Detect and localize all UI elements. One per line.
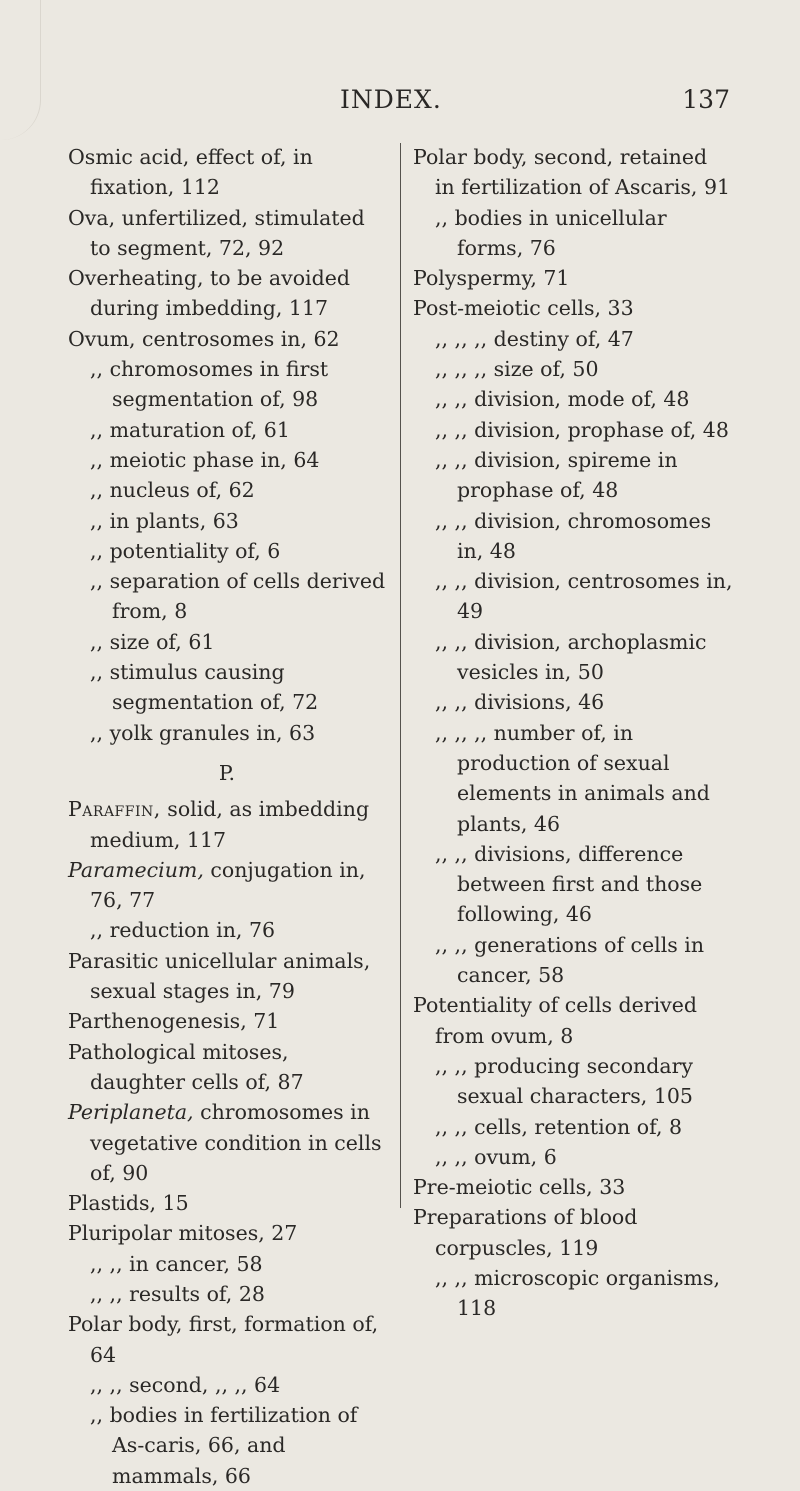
index-subentry (68, 415, 386, 445)
index-entry (68, 1218, 386, 1248)
index-entry (68, 203, 386, 264)
entry-text: Osmic acid, effect of, in fixation, 112 (68, 145, 313, 200)
index-subentry (68, 915, 386, 945)
running-head-title: INDEX. (340, 85, 442, 114)
ditto-mark: ,, (90, 357, 110, 382)
index-subentry (413, 627, 733, 688)
entry-text: Parasitic unicellular animals, sexual stages in, 79 (68, 948, 371, 1004)
ditto-mark: ,, (90, 447, 110, 472)
entry-text: cells, retention of, 8 (474, 1114, 683, 1139)
index-subentry (68, 718, 386, 748)
ditto-mark: ,, (435, 205, 455, 230)
ditto-mark: ,, ,, (435, 841, 475, 866)
entry-text: potentiality of, 6 (109, 538, 281, 563)
headword: Paraffin, (68, 797, 161, 822)
ditto-mark: ,, ,, (435, 569, 475, 594)
entry-text: results of, 28 (129, 1281, 265, 1306)
index-entry (413, 263, 733, 293)
index-subentry (413, 930, 733, 991)
ditto-mark: ,, ,, (435, 387, 475, 412)
entry-text: chromosomes in first segmentation of, 98 (109, 357, 329, 412)
index-subentry (413, 1142, 733, 1172)
index-entry (68, 794, 386, 855)
entry-text: in plants, 63 (109, 508, 239, 533)
index-subentry (68, 354, 386, 415)
entry-text: generations of cells in cancer, 58 (457, 932, 705, 988)
index-entry (68, 855, 386, 916)
index-entry (413, 990, 733, 1051)
entry-text: division, prophase of, 48 (474, 417, 729, 442)
index-subentry (413, 1263, 733, 1324)
entry-text: solid, as imbedding medium, 117 (90, 797, 370, 852)
page-number: 137 (682, 85, 730, 114)
entry-text: conjugation in, 76, 77 (90, 857, 366, 913)
ditto-mark: ,, ,, (435, 1114, 475, 1139)
index-column-left (68, 142, 386, 1491)
ditto-mark: ,, (90, 538, 110, 563)
column-divider (400, 143, 401, 1208)
index-entry (413, 293, 733, 323)
index-subentry (413, 415, 733, 445)
headword-italic: Paramecium, (68, 857, 204, 882)
entry-text: Polar body, second, retained in fertilization of Ascaris, 91 (413, 145, 731, 200)
ditto-mark: ,, ,, ,, (435, 357, 494, 382)
index-entry (68, 1188, 386, 1218)
index-subentry (413, 566, 733, 627)
entry-text: bodies in unicellular forms, 76 (454, 205, 667, 260)
index-subentry (413, 506, 733, 567)
entry-text: divisions, 46 (474, 690, 605, 715)
ditto-mark: ,, (90, 629, 110, 654)
entry-text: separation of cells derived from, 8 (109, 569, 386, 624)
entry-text: Preparations of blood corpuscles, 119 (413, 1205, 638, 1260)
entry-text: division, centrosomes in, 49 (457, 569, 733, 624)
index-subentry (68, 1370, 386, 1400)
index-subentry (413, 445, 733, 506)
index-subentry (413, 203, 733, 264)
entry-text: destiny of, 47 (493, 326, 634, 351)
ditto-mark: ,, ,, (435, 629, 475, 654)
index-entry (413, 1202, 733, 1263)
ditto-mark: ,, (90, 720, 110, 745)
index-subentry (413, 687, 733, 717)
index-entry (68, 1097, 386, 1188)
ditto-mark: ,, (90, 660, 110, 685)
entry-text: Ovum, centrosomes in, 62 (68, 326, 340, 351)
entry-text: meiotic phase in, 64 (109, 447, 320, 472)
index-column-right (413, 142, 733, 1324)
index-entry (68, 1037, 386, 1098)
running-head (70, 85, 730, 125)
entry-text: size of, 50 (493, 357, 599, 382)
index-entry (68, 1006, 386, 1036)
ditto-mark: ,, (90, 478, 110, 503)
entry-text: chromosomes in vegetative condition in cells of, 90 (90, 1100, 382, 1185)
entry-text: Pre-meiotic cells, 33 (413, 1175, 626, 1200)
entry-text: Plastids, 15 (68, 1191, 189, 1216)
entry-text: second, ,, ,, 64 (129, 1372, 281, 1397)
entry-text: division, chromosomes in, 48 (457, 508, 712, 563)
entry-text: in cancer, 58 (129, 1251, 263, 1276)
entry-text: size of, 61 (109, 629, 215, 654)
ditto-mark: ,, (90, 508, 110, 533)
index-entry (413, 1172, 733, 1202)
index-subentry (68, 1249, 386, 1279)
ditto-mark: ,, ,, (435, 447, 475, 472)
section-letter: P. (218, 760, 236, 785)
ditto-mark: ,, ,, (435, 1265, 475, 1290)
ditto-mark: ,, ,, (435, 1053, 475, 1078)
index-subentry (413, 1051, 733, 1112)
index-subentry (413, 324, 733, 354)
index-entry (68, 324, 386, 354)
index-subentry (68, 657, 386, 718)
index-entry (68, 946, 386, 1007)
entry-text: nucleus of, 62 (109, 478, 255, 503)
ditto-mark: ,, ,, ,, (435, 326, 494, 351)
index-subentry (68, 1279, 386, 1309)
entry-text: Pluripolar mitoses, 27 (68, 1221, 298, 1246)
entry-text: Ova, unfertilized, stimulated to segment, 72, 92 (68, 205, 365, 260)
index-subentry (413, 384, 733, 414)
entry-text: number of, in production of sexual elements in animals and plants, 46 (457, 720, 710, 836)
entry-text: Overheating, to be avoided during imbedding, 117 (68, 266, 350, 321)
ditto-mark: ,, (90, 918, 110, 943)
entry-text: stimulus causing segmentation of, 72 (109, 660, 319, 715)
entry-text: maturation of, 61 (109, 417, 290, 442)
ditto-mark: ,, ,, (90, 1251, 130, 1276)
entry-text: division, spireme in prophase of, 48 (457, 447, 678, 503)
index-entry (68, 1309, 386, 1370)
headword-italic: Periplaneta, (68, 1100, 194, 1125)
entry-text: yolk granules in, 63 (109, 720, 316, 745)
ditto-mark: ,, ,, (435, 932, 475, 957)
entry-text: Polyspermy, 71 (413, 266, 570, 291)
entry-text: Potentiality of cells derived from ovum, 8 (413, 993, 697, 1048)
ditto-mark: ,, (90, 569, 110, 594)
index-subentry (413, 354, 733, 384)
entry-text: producing secondary sexual characters, 105 (457, 1053, 693, 1109)
entry-text: division, mode of, 48 (474, 387, 690, 412)
index-entry (68, 263, 386, 324)
ditto-mark: ,, ,, (435, 508, 475, 533)
page-edge-shadow (0, 0, 41, 140)
ditto-mark: ,, ,, (90, 1281, 130, 1306)
index-subentry (413, 1112, 733, 1142)
entry-text: microscopic organisms, 118 (457, 1265, 720, 1321)
ditto-mark: ,, ,, (435, 690, 475, 715)
entry-text: Parthenogenesis, 71 (68, 1009, 280, 1034)
ditto-mark: ,, ,, (90, 1372, 130, 1397)
index-subentry (68, 536, 386, 566)
entry-text: Post-meiotic cells, 33 (413, 296, 634, 321)
index-subentry (68, 475, 386, 505)
entry-text: divisions, difference between first and those following, 46 (457, 841, 703, 927)
index-entry (68, 142, 386, 203)
entry-text: Pathological mitoses, daughter cells of, 87 (68, 1039, 304, 1094)
index-subentry (68, 506, 386, 536)
index-subentry (68, 1400, 386, 1491)
ditto-mark: ,, ,, ,, (435, 720, 494, 745)
entry-text: bodies in fertilization of As-caris, 66, and mammals, 66 (109, 1403, 358, 1488)
index-entry (413, 142, 733, 203)
index-subentry (413, 718, 733, 839)
entry-text: reduction in, 76 (109, 918, 276, 943)
entry-text: division, archoplasmic vesicles in, 50 (457, 629, 707, 685)
entry-text: ovum, 6 (474, 1144, 557, 1169)
entry-text: Polar body, first, formation of, 64 (68, 1312, 379, 1367)
ditto-mark: ,, ,, (435, 417, 475, 442)
index-subentry (413, 839, 733, 930)
ditto-mark: ,, (90, 1403, 110, 1428)
ditto-mark: ,, ,, (435, 1144, 475, 1169)
index-subentry (68, 445, 386, 475)
ditto-mark: ,, (90, 417, 110, 442)
index-subentry (68, 566, 386, 627)
index-subentry (68, 627, 386, 657)
